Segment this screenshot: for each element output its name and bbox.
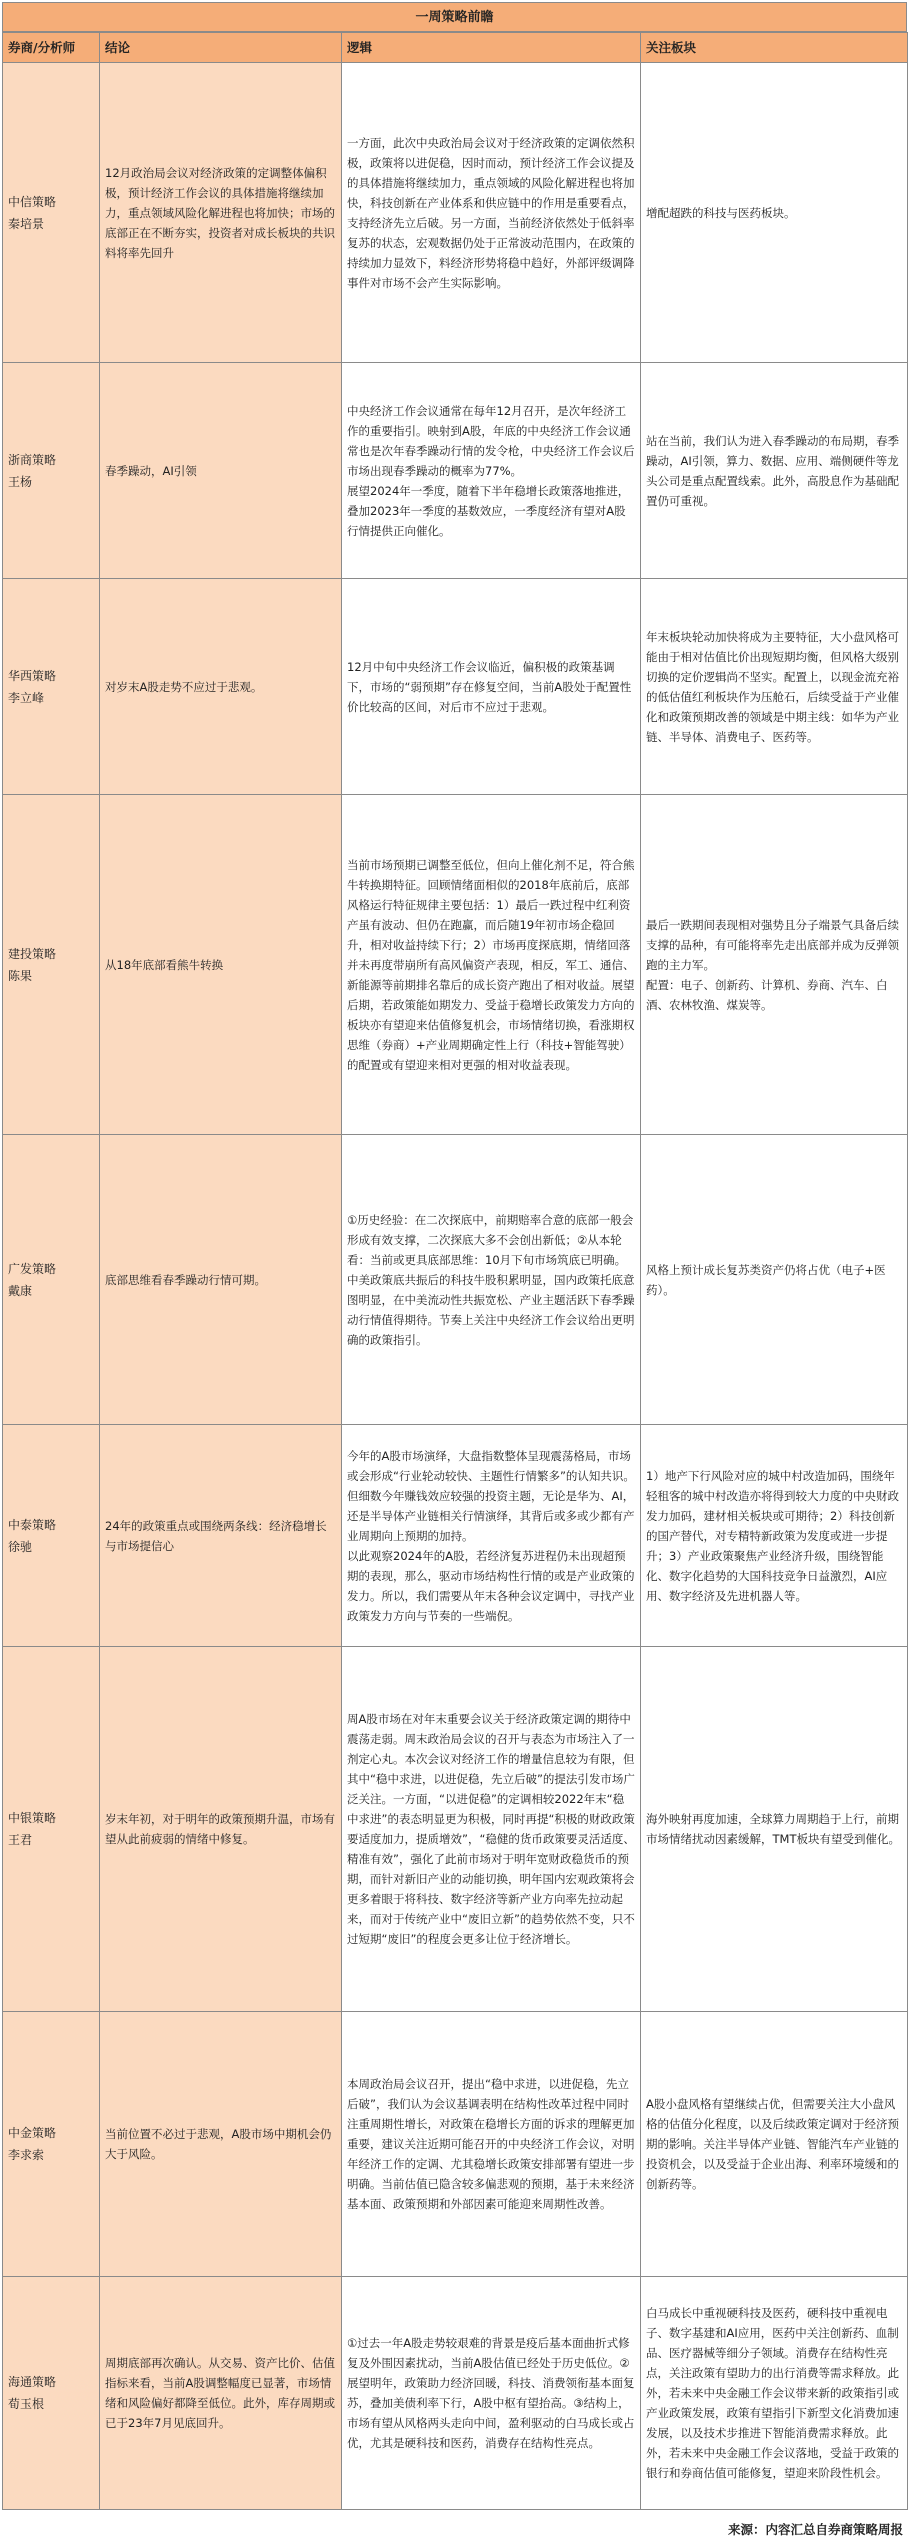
table-row [3, 2277, 908, 2510]
focus-cell-text: 年末板块轮动加快将成为主要特征，大小盘风格可能由于相对估值比价出现短期均衡，但风格大级别切换的定价逻辑尚不坚实。配置上，以现金流充裕的低估值红利板块作为压舱石，后续受益于产业催化和政策预期改善的领域是中期主线：如华为产业链、半导体、消费电子、医药等。 [646, 629, 899, 744]
analyst-name: 戴康 [8, 1283, 33, 1298]
analyst-name: 王君 [8, 1833, 33, 1847]
logic-cell-text: ①历史经验：在二次探底中，前期赔率合意的底部一般会形成有效支撑，二次探底大多不会创出新低；②从本轮看：当前或更具底部思维：10月下旬市场筑底已明确。中美政策底共振后的科技牛股积累明显，国内政策托底意图明显，在中美流动性共振宽松、产业主题活跃下春季躁动行情值得期待。节奏上关注中央经济工作会议给出更明确的政策指引。 [347, 1212, 635, 1347]
conclusion-cell [100, 1647, 342, 2012]
focus-cell-text: 最后一跌期间表现相对强势且分子端景气具备后续支撑的品种，有可能将率先走出底部并成为反弹领跑的主力军。 配置：电子、创新药、计算机、券商、汽车、白酒、农林牧渔、煤炭等。 [646, 917, 899, 1012]
strategy-sheet [2, 2, 907, 2538]
focus-cell-text: 海外映射再度加速，全球算力周期趋于上行，前期市场情绪扰动因素缓解，TMT板块有望受到催化。 [646, 1812, 900, 1846]
header-conclusion: 结论 [100, 33, 342, 63]
broker-name: 广发策略 [8, 1261, 57, 1276]
sheet-title: 一周策略前瞻 [2, 2, 907, 32]
source-note: 来源：内容汇总自券商策略周报 [727, 2522, 903, 2537]
focus-cell-text: 1）地产下行风险对应的城中村改造加码，围绕年轻租客的城中村改造亦将得到较大力度的中央财政发力加码，建材相关板块或可期待；2）科技创新的国产替代，对专精特新政策为发度或进一步提升；3）产业政策聚焦产业经济升级，围绕智能化、数字化趋势的大国科技竞争日益激烈，AI应用、数字经济及先进机器人等。 [646, 1468, 899, 1603]
focus-cell-text: 站在当前，我们认为进入春季躁动的布局期，春季躁动，AI引领，算力、数据、应用、端侧硬件等龙头公司是重点配置线索。此外，高股息作为基础配置仍可重视。 [646, 433, 899, 508]
logic-cell-text: 周A股市场在对年末重要会议关于经济政策定调的期待中震荡走弱。周末政治局会议的召开与表态为市场注入了一剂定心丸。本次会议对经济工作的增量信息较为有限，但其中“稳中求进，以进促稳，先立后破”的提法引发市场广泛关注。一方面，“以进促稳”的定调相较2022年末“稳中求进”的表态明显更为积极，同时再提“积极的财政政策要适度加力，提质增效”，“稳健的货币政策要灵活适度、精准有效”，强化了此前市场对于明年宽财政稳货币的预期，而针对新旧产业的动能切换，明年国内宏观政策将会更多着眼于将科技、数字经济等新产业方向率先拉动起来，而对于传统产业中“废旧立新”的趋势依然不变，只不过短期“废旧”的程度会更多让位于经济增长。 [347, 1712, 635, 1946]
logic-cell [342, 579, 641, 795]
logic-cell [342, 2012, 641, 2277]
conclusion-cell [100, 2012, 342, 2277]
header-row [3, 33, 908, 63]
conclusion-cell [100, 795, 342, 1135]
broker-name: 中信策略 [8, 194, 57, 209]
focus-cell [641, 363, 908, 579]
focus-cell-text: A股小盘风格有望继续占优，但需要关注大小盘风格的估值分化程度，以及后续政策定调对于经济预期的影响。关注半导体产业链、智能汽车产业链的投资机会，以及受益于企业出海、利率环境缓和的创新药等。 [646, 2097, 899, 2191]
conclusion-cell-text: 从18年底部看熊牛转换 [105, 957, 224, 972]
logic-cell [342, 363, 641, 579]
conclusion-cell [100, 1425, 342, 1647]
conclusion-cell-text: 底部思维看春季躁动行情可期。 [105, 1272, 266, 1287]
logic-cell [342, 1647, 641, 2012]
logic-cell-text: 一方面，此次中央政治局会议对于经济政策的定调依然积极，政策将以进促稳，因时而动，预计经济工作会议提及的具体措施将继续加力，重点领域的风险化解进程也将加快，科技创新在产业体系和供应链中的作用是重要看点，支持经济先立后破。另一方面，当前经济依然处于低斜率复苏的状态，宏观数据仍处于正常波动范围内，在政策的持续加力显效下，料经济形势将稳中趋好，外部评级调降事件对市场不会产生实际影响。 [347, 135, 635, 290]
table-row [3, 579, 908, 795]
broker-name: 中泰策略 [8, 1517, 57, 1532]
header-broker: 券商/分析师 [3, 33, 100, 63]
analyst-name: 李立峰 [8, 690, 45, 705]
logic-cell [342, 1135, 641, 1425]
focus-cell-text: 白马成长中重视硬科技及医药，硬科技中重视电子、数字基建和AI应用，医药中关注创新药、血制品、医疗器械等细分子领域。消费存在结构性亮点，关注政策有望助力的出行消费等需求释放。此外，若未来中央金融工作会议带来新的政策指引或产业政策发展，政策有望指引下新型文化消费加速发展，以及技术步推进下智能消费需求释放。此外，若未来中央金融工作会议落地，受益于政策的银行和券商估值可能修复，望迎来阶段性机会。 [646, 2306, 899, 2480]
analyst-name: 李求索 [8, 2148, 45, 2162]
conclusion-cell [100, 363, 342, 579]
broker-cell [3, 2012, 100, 2277]
broker-cell [3, 363, 100, 579]
conclusion-cell-text: 对岁末A股走势不应过于悲观。 [105, 679, 263, 694]
focus-cell [641, 1647, 908, 2012]
focus-cell [641, 1135, 908, 1425]
logic-cell-text: 今年的A股市场演绎，大盘指数整体呈现震荡格局，市场或会形成“行业轮动较快、主题性行情繁多”的认知共识。但细数今年赚钱效应较强的投资主题，无论是华为、AI，还是半导体产业链相关行情演绎，其背后或多或少都有产业周期向上预期的加持。 以此观察2024年的A股，若经济复苏进程仍未出现超预期的表现，那么，驱动市场结构性行情的或是产业政策的发力。所以，我们需要从年末各种会议定调中，寻找产业政策发力方向与节奏的一些端倪。 [347, 1448, 635, 1623]
table-row [3, 63, 908, 363]
broker-name: 华西策略 [8, 668, 57, 683]
header-logic: 逻辑 [342, 33, 641, 63]
broker-name: 浙商策略 [8, 452, 57, 467]
table-row [3, 1135, 908, 1425]
broker-cell [3, 795, 100, 1135]
conclusion-cell-text: 岁末年初，对于明年的政策预期升温，市场有望从此前疲弱的情绪中修复。 [105, 1812, 335, 1846]
conclusion-cell-text: 24年的政策重点或围绕两条线：经济稳增长与市场提信心 [105, 1518, 327, 1553]
focus-cell [641, 2277, 908, 2510]
broker-cell [3, 63, 100, 363]
conclusion-cell-text: 当前位置不必过于悲观，A股市场中期机会仍大于风险。 [105, 2127, 332, 2161]
table-row [3, 1425, 908, 1647]
conclusion-cell [100, 579, 342, 795]
conclusion-cell [100, 1135, 342, 1425]
logic-cell-text: 中央经济工作会议通常在每年12月召开，是次年经济工作的重要指引。映射到A股，年底的中央经济工作会议通常也是次年春季躁动行情的发令枪，中央经济工作会议后市场出现春季躁动的概率为77%。 展望2024年一季度，随着下半年稳增长政策落地推进，叠加2023年一季度的基数效应，一季度经济有望对A股行情提供正向催化。 [347, 403, 635, 538]
focus-cell-text: 增配超跌的科技与医药板块。 [646, 205, 796, 220]
analyst-name: 荀玉根 [8, 2397, 45, 2411]
focus-cell [641, 1425, 908, 1647]
table-row [3, 2012, 908, 2277]
broker-name: 海通策略 [8, 2375, 57, 2389]
analyst-name: 徐驰 [8, 1539, 33, 1554]
conclusion-cell-text: 春季躁动，AI引领 [105, 463, 197, 478]
broker-cell [3, 1647, 100, 2012]
conclusion-cell-text: 12月政治局会议对经济政策的定调整体偏积极，预计经济工作会议的具体措施将继续加力，重点领域风险化解进程也将加快；市场的底部正在不断夯实，投资者对成长板块的共识料将率先回升 [105, 165, 335, 260]
analyst-name: 陈果 [8, 968, 33, 983]
logic-cell [342, 63, 641, 363]
logic-cell-text: ①过去一年A股走势较艰难的背景是疫后基本面曲折式修复及外围因素扰动，当前A股估值已经处于历史低位。②展望明年，政策助力经济回暖，科技、消费领衔基本面复苏，叠加美债利率下行，A股中枢有望抬高。③结构上，市场有望从风格两头走向中间，盈利驱动的白马成长或占优，尤其是硬科技和医药，消费存在结构性亮点。 [347, 2336, 635, 2450]
table-row [3, 795, 908, 1135]
logic-cell [342, 795, 641, 1135]
broker-name: 建投策略 [8, 946, 57, 961]
logic-cell-text: 本周政治局会议召开，提出“稳中求进，以进促稳，先立后破”，我们认为会议基调表明在结构性改革过程中同时注重周期性增长，对政策在稳增长方面的诉求的理解更加重要，建议关注近期可能召开的中央经济工作会议，对明年经济工作的定调、尤其稳增长政策安排部署有望进一步明确。当前估值已隐含较多偏悲观的预期，基于未来经济基本面、政策预期和外部因素可能迎来周期性改善。 [347, 2077, 635, 2211]
broker-cell [3, 2277, 100, 2510]
strategy-table [2, 32, 908, 2510]
focus-cell [641, 795, 908, 1135]
table-row [3, 363, 908, 579]
table-row [3, 1647, 908, 2012]
logic-cell-text: 12月中旬中央经济工作会议临近，偏积极的政策基调下，市场的“弱预期”存在修复空间，当前A股处于配置性价比较高的区间，对后市不应过于悲观。 [347, 659, 632, 714]
focus-cell-text: 风格上预计成长复苏类资产仍将占优（电子+医药）。 [646, 1262, 886, 1297]
focus-cell [641, 2012, 908, 2277]
broker-name: 中金策略 [8, 2126, 57, 2140]
conclusion-cell-text: 周期底部再次确认。从交易、资产比价、估值指标来看，当前A股调整幅度已显著，市场情绪和风险偏好都降至低位。此外，库存周期或已于23年7月见底回升。 [105, 2356, 335, 2430]
broker-cell [3, 1135, 100, 1425]
header-focus: 关注板块 [641, 33, 908, 63]
logic-cell-text: 当前市场预期已调整至低位，但向上催化剂不足，符合熊牛转换期特征。回顾情绪面相似的2018年底前后，底部风格运行特征规律主要包括：1）最后一跌过程中红利资产虽有波动、但仍在跑赢，而后随19年初市场企稳回升，相对收益持续下行；2）市场再度探底期，情绪回落并未再度带崩所有高风偏资产表现，相反，军工、通信、新能源等前期排名靠后的成长资产跑出了相对收益。展望后期，若政策能如期发力、受益于稳增长政策发力方向的板块亦有望迎来估值修复机会，市场情绪切换，看涨期权思维（券商）+产业周期确定性上行（科技+智能驾驶）的配置或有望迎来相对更强的相对收益表现。 [347, 857, 635, 1072]
conclusion-cell [100, 2277, 342, 2510]
logic-cell [342, 1425, 641, 1647]
conclusion-cell [100, 63, 342, 363]
focus-cell [641, 63, 908, 363]
analyst-name: 王杨 [8, 474, 33, 489]
focus-cell [641, 579, 908, 795]
broker-cell [3, 1425, 100, 1647]
analyst-name: 秦培景 [8, 216, 45, 231]
broker-name: 中银策略 [8, 1811, 57, 1825]
logic-cell [342, 2277, 641, 2510]
broker-cell [3, 579, 100, 795]
